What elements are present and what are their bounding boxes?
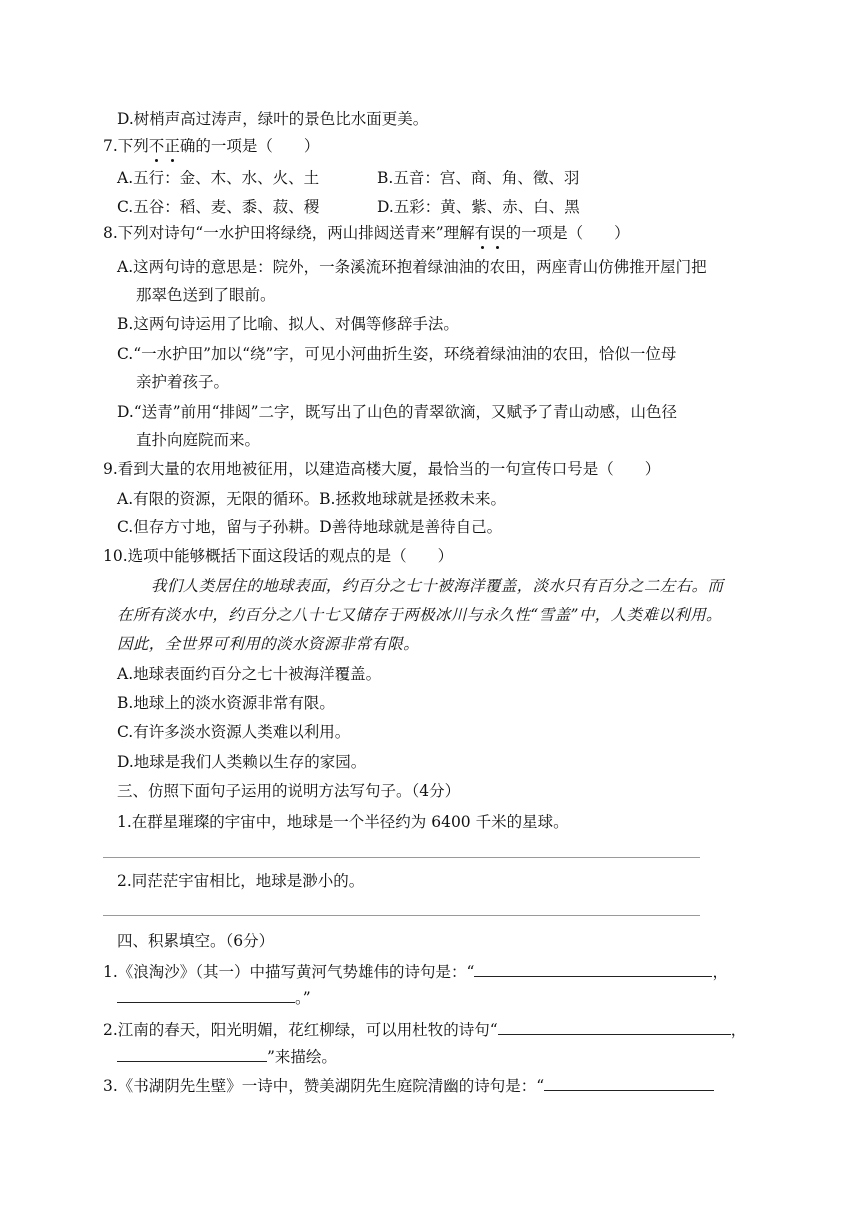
q8-stem-post: 的一项是（ ）: [505, 224, 630, 242]
section4-item2-line1: [103, 1019, 746, 1041]
section4-item2-line2: [117, 1046, 337, 1068]
q7-option-a: A.五行：金、木、水、火、土: [117, 169, 320, 187]
q8-stem: [103, 222, 630, 244]
q8-option-c-line2: 亲护着孩子。: [136, 373, 230, 391]
q8-stem-pre: 8.下列对诗句“一水护田将绿绕，两山排闼送青来”理解: [103, 224, 475, 242]
q10-option-b: B.地球上的淡水资源非常有限。: [117, 694, 335, 712]
q10-stem: 10.选项中能够概括下面这段话的观点的是（ ）: [103, 547, 454, 565]
q6-option-d: D.树梢声高过涛声，绿叶的景色比水面更美。: [117, 110, 429, 128]
q9-stem: 9.看到大量的农用地被征用，以建造高楼大厦，最恰当的一句宣传口号是（ ）: [103, 460, 661, 478]
section4-item2-blank-2[interactable]: [117, 1047, 267, 1062]
section4-item1-blank-2[interactable]: [117, 988, 295, 1003]
q10-option-a: A.地球表面约百分之七十被海洋覆盖。: [117, 665, 382, 683]
q10-passage-line1: 我们人类居住的地球表面，约百分之七十被海洋覆盖，淡水只有百分之二左右。而: [151, 577, 724, 595]
section4-item2-blank-1[interactable]: [498, 1020, 731, 1035]
q8-option-b: B.这两句诗运用了比喻、拟人、对偶等修辞手法。: [117, 315, 459, 333]
section4-title: 四、积累填空。（6分）: [117, 932, 275, 950]
section4-item1-blank-1[interactable]: [474, 962, 712, 977]
section3-item1: 1.在群星璀璨的宇宙中，地球是一个半径约为 6400 千米的星球。: [117, 813, 569, 831]
q9-options-ab: A.有限的资源，无限的循环。B.拯救地球就是拯救未来。: [117, 490, 506, 508]
section3-item1-answer-line[interactable]: [103, 857, 700, 858]
q9-options-cd: C.但存方寸地，留与子孙耕。D善待地球就是善待自己。: [117, 518, 503, 536]
q7-stem-post: 确的一项是（ ）: [179, 137, 320, 155]
q8-emphasis-char-1: 有: [474, 224, 491, 242]
section3-item2-answer-line[interactable]: [103, 915, 700, 916]
q10-option-c: C.有许多淡水资源人类难以利用。: [117, 723, 351, 741]
q8-option-d-line1: D.“送青”前用“排闼”二字，既写出了山色的青翠欲滴，又赋予了青山动感，山色径: [117, 403, 678, 421]
section4-item2-end: ”来描绘。: [267, 1048, 337, 1066]
section3-title: 三、仿照下面句子运用的说明方法写句子。（4分）: [117, 782, 461, 800]
section4-item2-prompt: 2.江南的春天，阳光明媚，花红柳绿，可以用杜牧的诗句“: [103, 1021, 498, 1039]
section4-item1-prompt: 1.《浪淘沙》（其一）中描写黄河气势雄伟的诗句是：“: [103, 963, 475, 981]
q8-option-c-line1: C.“一水护田”加以“绕”字，可见小河曲折生姿，环绕着绿油油的农田，恰似一位母: [117, 345, 677, 363]
q7-stem-pre: 7.下列: [103, 137, 149, 155]
section4-item1-comma: ，: [712, 963, 728, 981]
section3-item2: 2.同茫茫宇宙相比，地球是渺小的。: [117, 872, 365, 890]
section4-item3-blank-1[interactable]: [544, 1076, 714, 1091]
q10-passage-line2: 在所有淡水中，约百分之八十七又储存于两极冰川与永久性“雪盖”中，人类难以利用。: [117, 606, 722, 624]
q10-option-d: D.地球是我们人类赖以生存的家园。: [117, 753, 367, 771]
q7-option-b: B.五音：宫、商、角、徵、羽: [377, 169, 580, 187]
q7-option-d: D.五彩：黄、紫、赤、白、黑: [377, 198, 580, 216]
q8-option-a-line1: A.这两句诗的意思是：院外，一条溪流环抱着绿油油的农田，两座青山仿佛推开屋门把: [117, 258, 707, 276]
section4-item1-end: 。”: [295, 989, 311, 1007]
section4-item3-prompt: 3.《书湖阴先生壁》一诗中，赞美湖阴先生庭院清幽的诗句是：“: [103, 1077, 545, 1095]
q7-emphasis-char-1: 不: [148, 137, 165, 155]
q7-stem: [103, 135, 319, 157]
section4-item1-line1: [103, 961, 728, 983]
q8-emphasis-char-2: 误: [490, 224, 506, 242]
section4-item1-line2: [117, 987, 311, 1009]
q8-option-d-line2: 直扑向庭院而来。: [136, 431, 261, 449]
section4-item3-line1: [103, 1075, 714, 1097]
q7-emphasis-char-2: 正: [164, 137, 180, 155]
q10-passage-line3: 因此，全世界可利用的淡水资源非常有限。: [117, 635, 420, 653]
q8-option-a-line2: 那翠色送到了眼前。: [136, 286, 276, 304]
q7-option-c: C.五谷：稻、麦、黍、菽、稷: [117, 198, 320, 216]
section4-item2-comma: ，: [730, 1021, 747, 1039]
